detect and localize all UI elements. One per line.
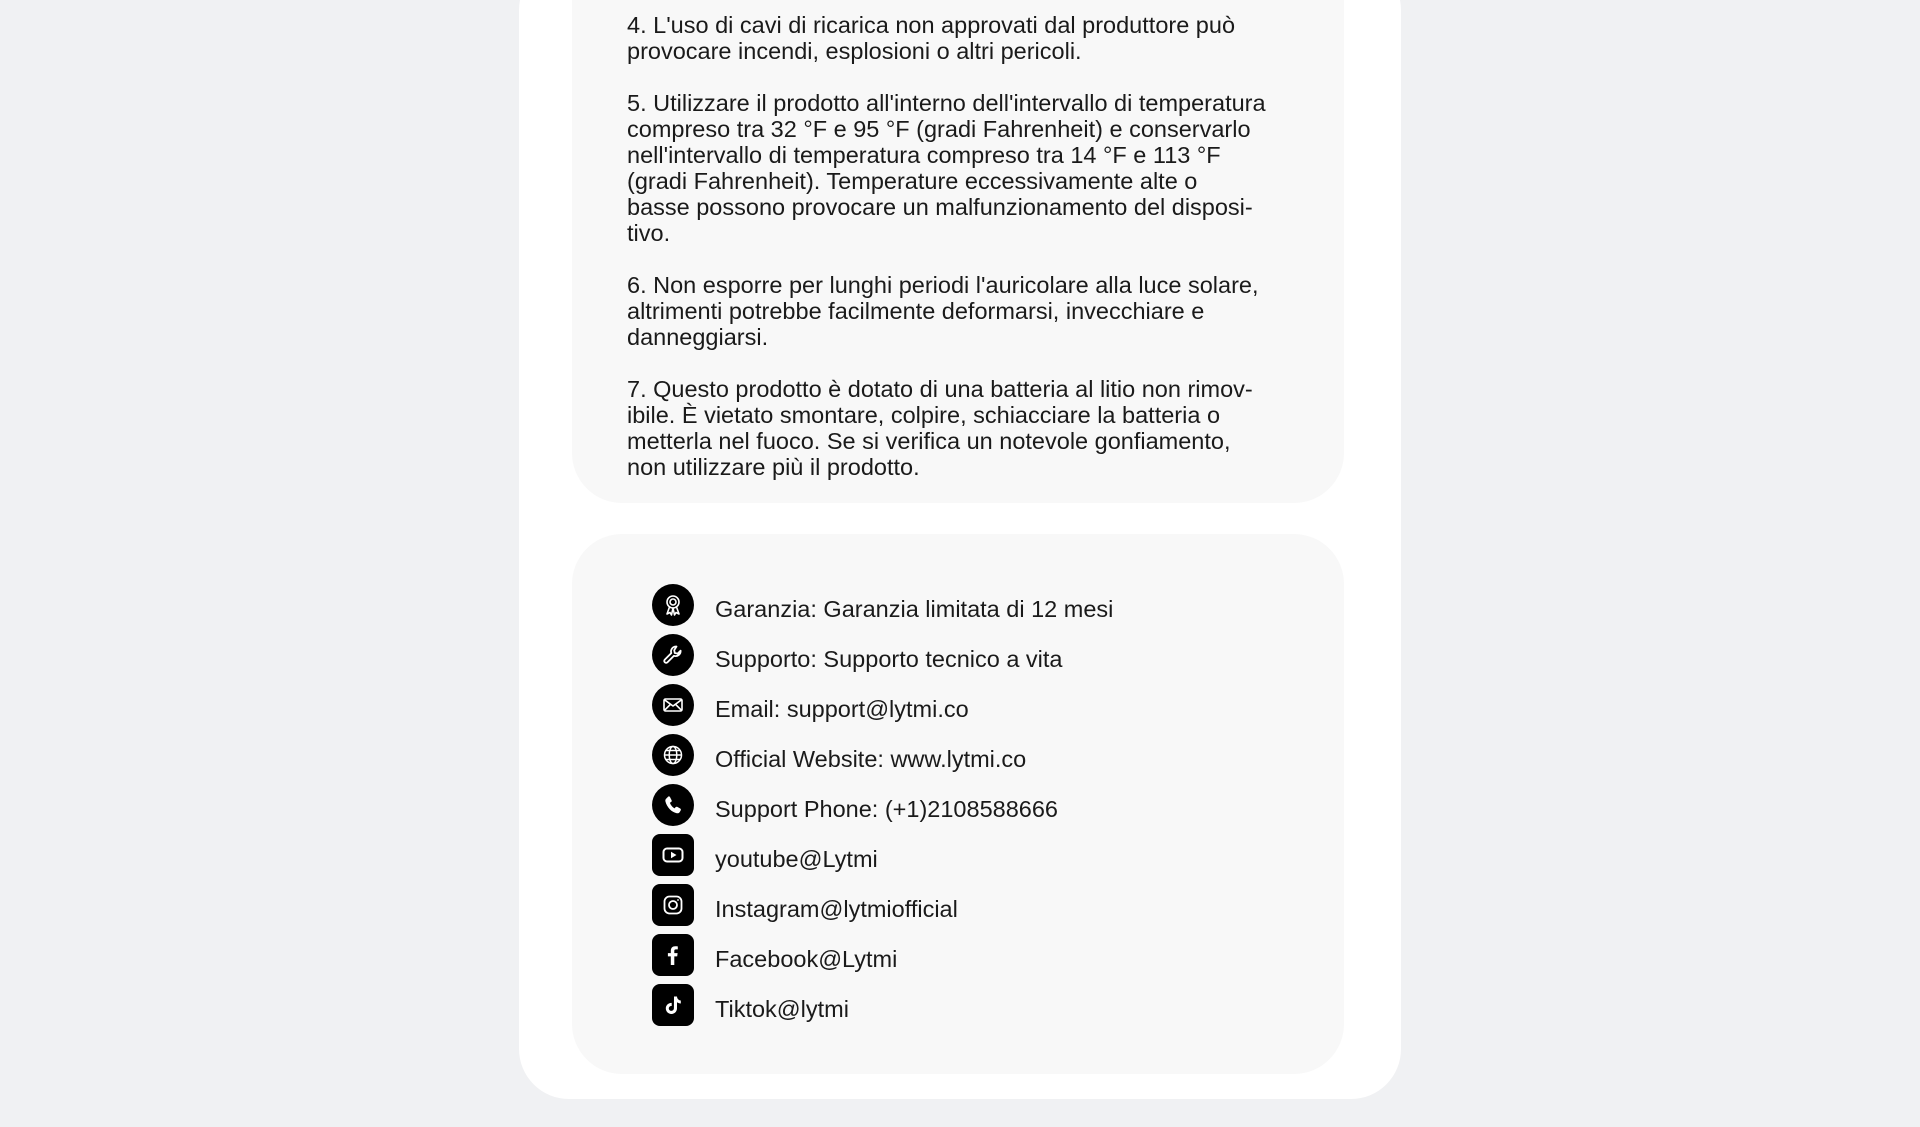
safety-item-5: 5. Utilizzare il prodotto all'interno dell'intervallo di temperatura compreso tra 32 °F e 95 °F (gradi Fahrenheit) e conservarlo nell'intervallo di temperatura compreso tra 14 °F e 113 °F (gradi Fahrenheit). Temperature eccessivamente alte o basse possono provocare un malfunzionamento del disposi- tivo. <box>627 90 1266 246</box>
warranty-text: Garanzia: Garanzia limitata di 12 mesi <box>715 595 1114 622</box>
phone-link[interactable]: Support Phone: (+1)2108588666 <box>715 795 1058 822</box>
contact-row-support <box>652 630 1113 680</box>
safety-item-6: 6. Non esporre per lunghi periodi l'auricolare alla luce solare, altrimenti potrebbe facilmente deformarsi, invecchiare e danneggiarsi. <box>627 272 1259 350</box>
contact-row-website[interactable] <box>652 730 1113 780</box>
contact-list <box>652 580 1113 1030</box>
support-text: Supporto: Supporto tecnico a vita <box>715 645 1063 672</box>
facebook-icon <box>652 934 694 976</box>
award-ribbon-icon <box>652 584 694 626</box>
instagram-icon <box>652 884 694 926</box>
contact-row-facebook[interactable] <box>652 930 1113 980</box>
email-link[interactable]: Email: support@lytmi.co <box>715 695 969 722</box>
instagram-link[interactable]: Instagram@lytmiofficial <box>715 895 958 922</box>
phone-icon <box>652 784 694 826</box>
envelope-icon <box>652 684 694 726</box>
youtube-link[interactable]: youtube@Lytmi <box>715 845 878 872</box>
facebook-link[interactable]: Facebook@Lytmi <box>715 945 898 972</box>
contact-row-phone[interactable] <box>652 780 1113 830</box>
contact-row-tiktok[interactable] <box>652 980 1113 1030</box>
safety-instructions-list <box>627 12 1307 506</box>
safety-item-4: 4. L'uso di cavi di ricarica non approvati dal produttore può provocare incendi, esplosioni o altri pericoli. <box>627 12 1236 64</box>
wrench-icon <box>652 634 694 676</box>
tiktok-link[interactable]: Tiktok@lytmi <box>715 995 849 1022</box>
safety-item-7: 7. Questo prodotto è dotato di una batteria al litio non rimov- ibile. È vietato smontare, colpire, schiacciare la batteria o metterla nel fuoco. Se si verifica un notevole gonfiamento, non utilizzare più il prodotto. <box>627 376 1253 480</box>
tiktok-icon <box>652 984 694 1026</box>
youtube-icon <box>652 834 694 876</box>
contact-row-warranty <box>652 580 1113 630</box>
globe-icon <box>652 734 694 776</box>
contact-row-youtube[interactable] <box>652 830 1113 880</box>
website-link[interactable]: Official Website: www.lytmi.co <box>715 745 1027 772</box>
contact-row-instagram[interactable] <box>652 880 1113 930</box>
contact-row-email[interactable] <box>652 680 1113 730</box>
